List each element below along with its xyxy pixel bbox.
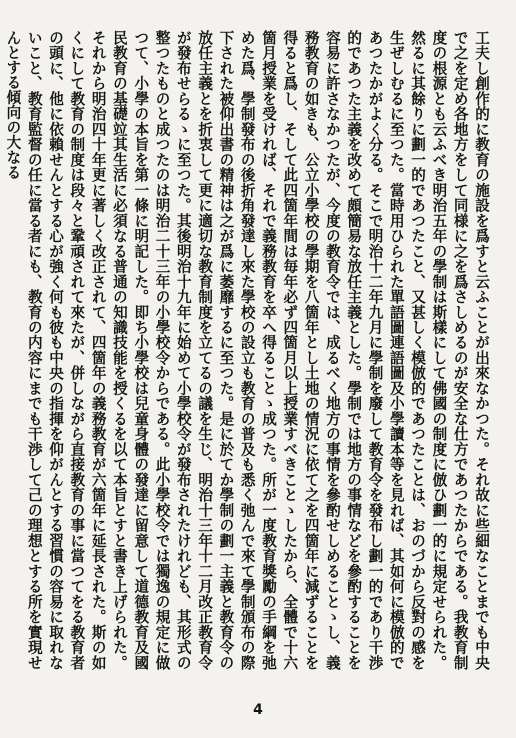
page-number: 4: [253, 702, 263, 718]
body-text-block: [4, 30, 492, 670]
body-paragraph: 工夫し創作的に教育の施設を爲すと云ふことが出來なかつた。それ故に些細なことまでも中央で之を定め各地方をして同様に之を爲さしめるのが安全な仕方であつたからである。我教育制度の根源とも云ふべき明治五年の學制は斯樣にして佛國の制度に倣ひ劃一的に規定せられた。然るに其餘りに劃一的であつたこと、又甚しく模倣的であつたことは、おのづから反對の感を生ぜしむるに至つた。當時用ひられた單語圖連語圖及小學讀本等を見れば、其如何に模倣的であつたかがよく分る。そこで明治十二年九月に學制を廢して教育令を發布し劃一的であり干渉的であつた主義を改めて頗簡易な放任主義とした。學制では地方の事情などを參酌することを容易に許さなかつたが、今度の教育令では、成るべく地方の事情を參酌せしめることゝし、義務教育の如きも、公立小學校の學期を八箇年とし土地の情況に依て之を四箇年に減ずることを得ると爲し、そして此四箇年間は毎年必ず四箇月以上授業すべきことゝしたから、全體で十六箇月授業を受ければ、それで義務教育を卒へ得ることゝ成つた。所が一度教育獎勵の手綱を弛めた爲、學制發布の後折角發達し來た學校の設立も教育の普及も悉く弛んで來て學制頒布の際下された被仰出書の精神は之が爲に萎靡するに至つた。是に於てか學制の劃一主義と教育令の放任主義とを折衷して更に適切な教育制度を立てるの議を生じ、明治十三年十二月改正教育令が發布せらるゝに至つた。其後明治十九年に始めて小學校令が發布されたけれども、其形式の整つたものと成つたのは明治二十三年の小學校令からである。此小學校令では獨逸の規定に做つて、小學の本旨を第一條に明記した。即ち小學校は兒童身體の發達に留意して道德教育及國民教育の基礎竝其生活に必須なる普通の知識技能を授くるを以て本旨とすと書き上げられた。それから明治四十年更に著しく改正されて、四箇年の義務教育が六箇年に延長された。斯の如くにして教育の制度は段々と鞏頑されて來たが、併しながら直接教育の事に當つてをる教育者の頭に、他に依賴せんとする心が強く何も彼も中央の指揮を仰がんとする習慣の容易に取れないこと、教育監督の任に當る者にも、教育の内容にまでも干渉して己の理想とする所を實現せんとする傾向の大なる: [4, 30, 490, 670]
